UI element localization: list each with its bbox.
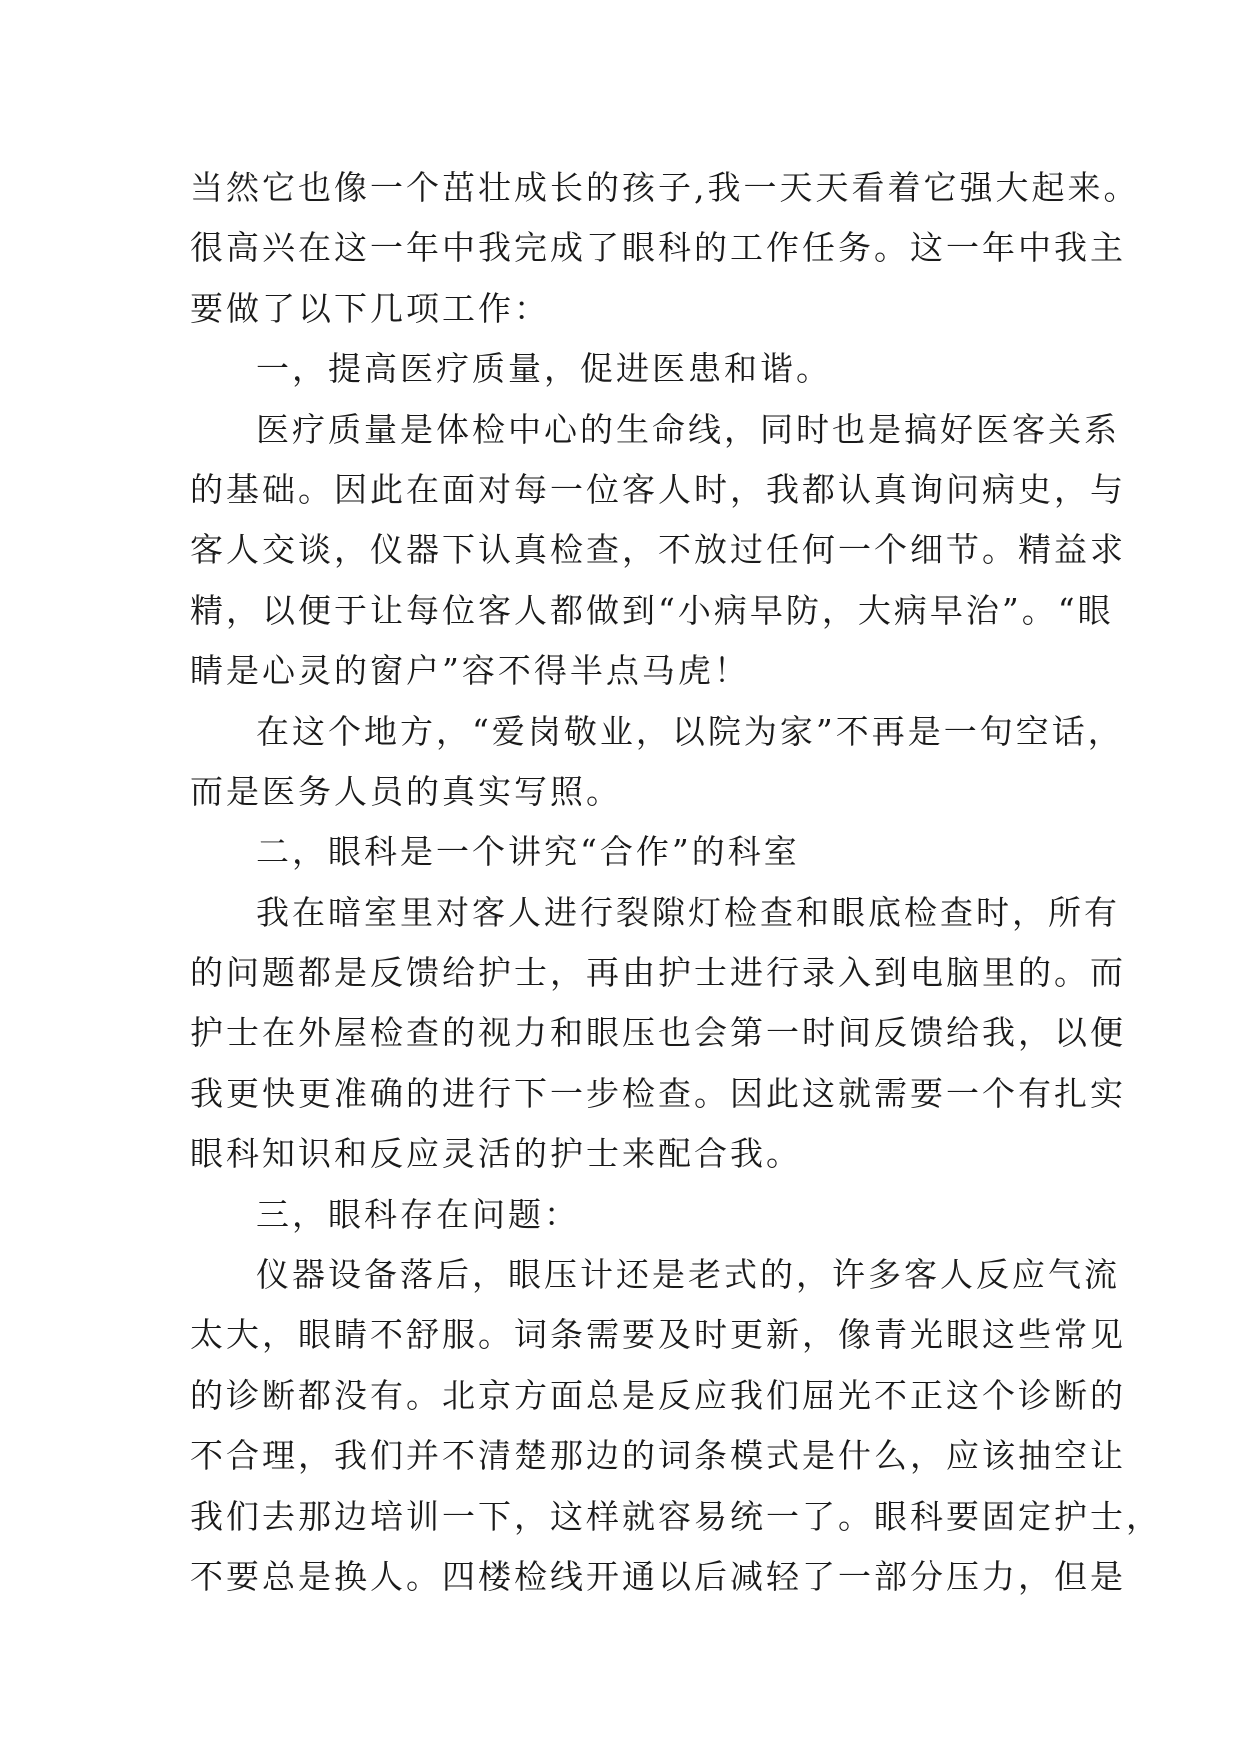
text-line: 太大，眼睛不舒服。词条需要及时更新，像青光眼这些常见 [190, 1315, 1126, 1355]
text-line: 当然它也像一个茁壮成长的孩子,我一天天看着它强大起来。 [190, 168, 1140, 207]
text-line: 我更快更准确的进行下一步检查。因此这就需要一个有扎实 [190, 1073, 1126, 1113]
text-line: 不合理，我们并不清楚那边的词条模式是什么，应该抽空让 [190, 1436, 1126, 1476]
text-line: 在这个地方，“爱岗敬业，以院为家”不再是一句空话， [256, 711, 1124, 751]
text-line: 眼科知识和反应灵活的护士来配合我。 [190, 1134, 802, 1174]
text-line: 护士在外屋检查的视力和眼压也会第一时间反馈给我，以便 [190, 1013, 1126, 1053]
text-line: 的诊断都没有。北京方面总是反应我们屈光不正这个诊断的 [190, 1375, 1126, 1415]
section-heading-3: 三，眼科存在问题： [256, 1194, 580, 1234]
text-line: 仪器设备落后，眼压计还是老式的，许多客人反应气流 [256, 1255, 1120, 1295]
text-line: 的问题都是反馈给护士，再由护士进行录入到电脑里的。而 [190, 953, 1126, 993]
text-line: 精，以便于让每位客人都做到“小病早防，大病早治”。“眼 [190, 590, 1114, 630]
text-line: 很高兴在这一年中我完成了眼科的工作任务。这一年中我主 [190, 228, 1126, 268]
text-line: 医疗质量是体检中心的生命线，同时也是搞好医客关系 [256, 409, 1120, 449]
text-line: 要做了以下几项工作： [190, 288, 550, 328]
text-line: 的基础。因此在面对每一位客人时，我都认真询问病史，与 [190, 469, 1126, 509]
document-body [190, 158, 1162, 1607]
section-heading-2: 二，眼科是一个讲究“合作”的科室 [256, 832, 800, 872]
section-heading-1: 一，提高医疗质量，促进医患和谐。 [256, 349, 832, 389]
text-line: 不要总是换人。四楼检线开通以后减轻了一部分压力，但是 [190, 1556, 1126, 1596]
text-line: 我们去那边培训一下，这样就容易统一了。眼科要固定护士， [190, 1496, 1162, 1536]
text-line: 客人交谈，仪器下认真检查，不放过任何一个细节。精益求 [190, 530, 1126, 570]
text-line: 而是医务人员的真实写照。 [190, 771, 622, 811]
text-line: 睛是心灵的窗户”容不得半点马虎！ [190, 651, 750, 691]
text-line: 我在暗室里对客人进行裂隙灯检查和眼底检查时，所有 [256, 892, 1120, 932]
